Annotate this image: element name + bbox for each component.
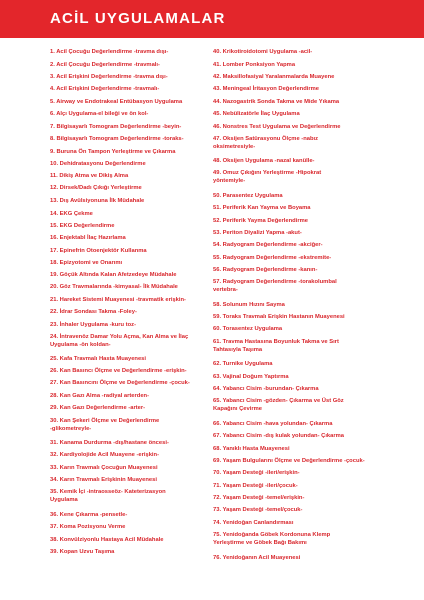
procedure-list-item: 54. Radyogram Değerlendirme -akciğer- — [213, 242, 323, 248]
procedure-list-item: 60. Torasentez Uygulama — [213, 326, 283, 332]
procedure-list-item: 24. İntravenöz Damar Yolu Açma, Kan Alma ve İlaç Uygulama -ön koldan- — [50, 334, 189, 348]
procedure-list-item: 34. Karın Travmalı Erişkinin Muayenesi — [50, 477, 157, 483]
procedure-list-item: 27. Kan Basıncını Ölçme ve Değerlendirme -çocuk- — [50, 380, 190, 386]
procedure-list-item: 3. Acil Erişkini Değerlendirme -travma dışı- — [50, 74, 168, 80]
procedure-list-item: 43. Meningeal İritasyon Değerlendirme — [213, 86, 319, 92]
procedure-list-item: 66. Yabancı Cisim -hava yolundan- Çıkarma — [213, 421, 333, 427]
procedure-list-item: 23. İnhaler Uygulama -kuru toz- — [50, 322, 137, 328]
procedure-list-item: 6. Alçı Uygulama-el bileği ve ön kol- — [50, 111, 149, 117]
procedure-list-item: 62. Turnike Uygulama — [213, 361, 273, 367]
procedure-list-item: 38. Konvülziyonlu Hastaya Acil Müdahale — [50, 537, 164, 543]
procedure-list-item: 64. Yabancı Cisim -burundan- Çıkarma — [213, 386, 319, 392]
procedure-list-item: 40. Krikotiroidotomi Uygulama -acil- — [213, 49, 313, 55]
procedure-list-item: 39. Kopan Uzvu Taşıma — [50, 549, 115, 555]
procedure-list-item: 31. Kanama Durdurma -dış/hastane öncesi- — [50, 440, 169, 446]
procedure-list-item: 16. Enjektabl İlaç Hazırlama — [50, 235, 126, 241]
procedure-list-item: 74. Yenidoğan Canlandırması — [213, 520, 294, 526]
procedure-list-item: 75. Yenidoğanda Göbek Kordonuna Klemp Yerleştirme ve Göbek Bağı Bakımı — [213, 532, 331, 546]
procedure-list-item: 1. Acil Çocuğu Değerlendirme -travma dışı- — [50, 49, 169, 55]
procedure-list-item: 59. Toraks Travmalı Erişkin Hastanın Muayenesi — [213, 314, 345, 320]
procedure-list-item: 13. Dış Avülsiyonuna İlk Müdahale — [50, 198, 145, 204]
procedure-list-item: 29. Kan Gazı Değerlendirme -arter- — [50, 405, 146, 411]
procedure-list-item: 8. Bilgisayarlı Tomogram Değerlendirme -toraks- — [50, 136, 184, 142]
procedure-list-item: 45. Nebülizatörle İlaç Uygulama — [213, 111, 300, 117]
procedure-list-item: 9. Buruna Ön Tampon Yerleştirme ve Çıkarma — [50, 149, 176, 155]
procedure-list-item: 35. Kemik İçi -intraosseöz- Kateterizasyon Uygulama — [50, 489, 166, 503]
procedure-list-item: 52. Periferik Yayma Değerlendirme — [213, 218, 308, 224]
procedure-list-item: 70. Yaşam Desteği -ileri/erişkin- — [213, 470, 300, 476]
procedure-list-item: 53. Periton Diyalizi Yapma -akut- — [213, 230, 302, 236]
procedure-list-item: 25. Kafa Travmalı Hasta Muayenesi — [50, 356, 147, 362]
procedure-list-item: 67. Yabancı Cisim -dış kulak yolundan- Çıkarma — [213, 433, 345, 439]
procedure-list-item: 71. Yaşam Desteği -ileri/çocuk- — [213, 483, 298, 489]
procedure-list-item: 69. Yaşam Bulgularını Ölçme ve Değerlendirme -çocuk- — [213, 458, 365, 464]
procedure-list-item: 57. Radyogram Değerlendirme -torakolumbal vertebra- — [213, 279, 337, 293]
procedure-list-item: 4. Acil Erişkini Değerlendirme -travmalı- — [50, 86, 160, 92]
procedure-list-item: 47. Oksijen Satürasyonu Ölçme -nabız oksimetresiyle- — [213, 136, 319, 150]
procedure-list-item: 28. Kan Gazı Alma -radiyal arterden- — [50, 393, 150, 399]
procedure-list-item: 63. Vajinal Doğum Yaptırma — [213, 374, 289, 380]
procedure-list-item: 61. Travma Hastasına Boyunluk Takma ve Sırt Tahtasıyla Taşıma — [213, 339, 339, 353]
procedure-list-item: 72. Yaşam Desteği -temel/erişkin- — [213, 495, 305, 501]
procedure-list-item: 42. Maksillofasiyal Yaralanmalarda Muayene — [213, 74, 335, 80]
procedure-list-item: 55. Radyogram Değerlendirme -ekstremite- — [213, 255, 332, 261]
procedure-list-item: 44. Nazogastrik Sonda Takma ve Mide Yıkama — [213, 99, 340, 105]
procedure-list-item: 32. Kardiyolojide Acil Muayene -erişkin- — [50, 452, 159, 458]
procedure-list-item: 36. Kene Çıkarma -pensetle- — [50, 512, 128, 518]
procedure-list-item: 15. EKG Değerlendirme — [50, 223, 115, 229]
procedure-list-item: 11. Dikiş Atma ve Dikiş Alma — [50, 173, 129, 179]
procedure-list-item: 46. Nonstres Test Uygulama ve Değerlendirme — [213, 124, 341, 130]
procedure-list-item: 51. Periferik Kan Yayma ve Boyama — [213, 205, 311, 211]
procedure-list-item: 22. İdrar Sondası Takma -Foley- — [50, 309, 137, 315]
procedure-list-item: 2. Acil Çocuğu Değerlendirme -travmalı- — [50, 62, 160, 68]
procedure-list-item: 19. Göçük Altında Kalan Afetzedeye Müdahale — [50, 272, 177, 278]
procedure-list-item: 48. Oksijen Uygulama -nazal kanülle- — [213, 158, 315, 164]
procedure-list-item: 26. Kan Basıncı Ölçme ve Değerlendirme -erişkin- — [50, 368, 187, 374]
procedure-list-item: 20. Göz Travmalarında -kimyasal- İlk Müdahale — [50, 284, 178, 290]
procedure-list-item: 37. Koma Pozisyonu Verme — [50, 524, 126, 530]
procedure-list-item: 58. Solunum Hızını Sayma — [213, 302, 285, 308]
page-title: ACİL UYGULAMALAR — [50, 10, 226, 27]
procedure-list-item: 18. Epizyotomi ve Onarımı — [50, 260, 123, 266]
header-banner — [0, 0, 424, 38]
procedure-list-item: 49. Omuz Çıkığını Yerleştirme -Hipokrat yöntemiyle- — [213, 170, 322, 184]
procedure-list-item: 65. Yabancı Cisim -gözden- Çıkarma ve Üst Göz Kapağını Çevirme — [213, 398, 344, 412]
procedure-list-item: 41. Lomber Ponksiyon Yapma — [213, 62, 296, 68]
procedure-list-item: 56. Radyogram Değerlendirme -kanın- — [213, 267, 318, 273]
procedure-list-item: 17. Epinefrin Otoenjektör Kullanma — [50, 248, 147, 254]
procedure-list-item: 12. Dirsek/Dadı Çıkığı Yerleştirme — [50, 185, 142, 191]
procedure-list-item: 5. Airway ve Endotrakeal Entübasyon Uygulama — [50, 99, 183, 105]
procedure-list-item: 50. Parasentez Uygulama — [213, 193, 283, 199]
procedure-list-item: 30. Kan Şekeri Ölçme ve Değerlendirme -glikometreyle- — [50, 418, 160, 432]
procedure-list-item: 14. EKG Çekme — [50, 211, 93, 217]
procedure-list-item: 76. Yenidoğanın Acil Muayenesi — [213, 555, 301, 561]
procedure-list-item: 73. Yaşam Desteği -temel/çocuk- — [213, 507, 303, 513]
procedure-list-item: 21. Hareket Sistemi Muayenesi -travmatik erişkin- — [50, 297, 186, 303]
procedure-list-item: 7. Bilgisayarlı Tomogram Değerlendirme -beyin- — [50, 124, 182, 130]
procedure-list-item: 68. Yanıklı Hasta Muayenesi — [213, 446, 290, 452]
procedure-list-item: 33. Karın Travmalı Çocuğun Muayenesi — [50, 465, 158, 471]
procedure-list-item: 10. Dehidratasyonu Değerlendirme — [50, 161, 146, 167]
